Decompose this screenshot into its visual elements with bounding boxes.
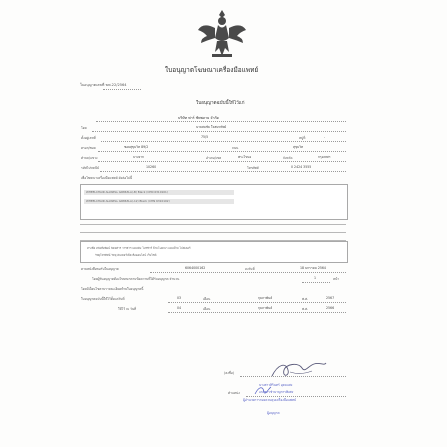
issued-on-label: ให้ไว้ ณ วันที่ <box>118 307 137 311</box>
stamp-title: เภสัชกรชำนาญการพิเศษ <box>259 390 294 394</box>
dotted-line <box>101 141 346 142</box>
dotted-line <box>92 131 346 132</box>
license-number-value: ฆพ.22/2564 <box>105 83 127 87</box>
field-label-province: จังหวัด <box>283 156 293 160</box>
license-number <box>80 84 127 88</box>
valid-from-year: 2567 <box>326 296 335 300</box>
stamp-name: นางสาวสิรินทร์ อุตมแสง <box>259 383 293 387</box>
field-value-moo: - <box>324 135 326 139</box>
field-value-subdistrict: บางจาก <box>133 155 144 159</box>
dotted-line <box>98 161 346 162</box>
dotted-line <box>168 302 346 303</box>
media-line-2: วิทยุโทรทัศน์ วิทยุ อินเทอร์เน็ต สื่อออนไลน์ เว็บไซต์ <box>95 253 157 257</box>
dotted-line <box>103 89 141 90</box>
reference-date: 18 มกราคม 2564 <box>300 266 326 270</box>
issued-on-month: กุมภาพันธ์ <box>258 306 273 310</box>
field-label-moo: หมู่ที่ <box>299 136 306 140</box>
valid-from-year-label: พ.ศ. <box>302 297 309 301</box>
field-value-road: สุขุมวิท <box>293 145 304 149</box>
signature-label: (ลงชื่อ) <box>224 371 235 375</box>
ruled-line <box>80 232 346 233</box>
dotted-line <box>98 151 346 152</box>
document-subtitle: ใบอนุญาตฉบับนี้ให้ไว้แก่ <box>196 101 245 106</box>
product-item: WHEELCHAIR ALLWELL GR863LA(-B) Black (CHN 6310101) <box>86 190 168 194</box>
stamp-office: ผู้อำนวยการกองควบคุมเครื่องมือแพทย์ <box>243 398 296 402</box>
dotted-line <box>96 121 346 122</box>
valid-from-label: ใบอนุญาตฉบับนี้ให้ไว้ตั้งแต่วันที่ <box>81 297 125 301</box>
position-label: ตำแหน่ง <box>228 391 240 395</box>
condition-text: โดยผู้รับอนุญาตต้องโฆษณาตามข้อความที่ได้รับอนุญาต จำนวน <box>92 277 180 281</box>
field-label-postcode: รหัสไปรษณีย์ <box>81 166 100 170</box>
garuda-emblem-icon <box>195 8 249 64</box>
ruled-line <box>80 224 346 225</box>
official-stamp <box>237 382 345 422</box>
issued-on-year: 2566 <box>326 306 335 310</box>
field-label-address: ตั้งอยู่เลขที่ <box>81 136 96 140</box>
field-label-district: อำเภอ/เขต <box>206 156 222 160</box>
dotted-line <box>168 312 346 313</box>
field-value-soi: ซอยสุขุมวิท 89/2 <box>124 145 149 149</box>
reference-label: ตามหนังสือขอรับใบอนุญาต <box>81 267 119 271</box>
field-label-by: โดย <box>81 126 87 130</box>
reference-date-label: ลงวันที่ <box>245 267 255 271</box>
document-title: ใบอนุญาตโฆษณาเครื่องมือแพทย์ <box>165 66 259 74</box>
issued-on-year-label: พ.ศ. <box>302 307 309 311</box>
condition-unit: หน้า <box>333 277 340 281</box>
company-name: บริษัท ฟาร์ ซัพพลาย จำกัด <box>178 116 220 120</box>
valid-from-month: กุมภาพันธ์ <box>258 296 273 300</box>
field-value-phone: 0 2424 3555 <box>291 165 312 169</box>
dotted-line <box>150 272 346 273</box>
field-label-subdistrict: ตำบล/แขวง <box>81 156 98 160</box>
dotted-line <box>302 282 330 283</box>
license-number-label: ใบอนุญาตเลขที่ <box>80 83 105 87</box>
handwritten-signature <box>268 358 330 382</box>
field-value-province: กรุงเทพฯ <box>318 155 331 159</box>
stamp-authority: ผู้อนุญาต <box>267 411 280 415</box>
product-list <box>80 184 348 220</box>
valid-from-month-label: เดือน <box>203 297 211 301</box>
condition-text-2: โดยมีเงื่อนไขตามรายละเอียดท้ายใบอนุญาตนี้ <box>81 287 144 291</box>
field-value-postcode: 10260 <box>146 165 157 169</box>
field-label-road: ถนน <box>232 146 239 150</box>
media-box <box>80 241 348 263</box>
field-label-advertise: เพื่อโฆษณาเครื่องมือแพทย์ ดังต่อไปนี้ <box>81 176 133 180</box>
valid-from-day: 03 <box>177 296 182 300</box>
issued-on-day: 04 <box>177 306 182 310</box>
product-item: WHEELCHAIR ALLWELL GR863LA(-12) Black (CHN 6310102) <box>86 199 170 203</box>
media-line-1: ทางสื่อ หนังสือพิมพ์ นิตยสาร วารสาร แผ่นพับ โบรชัวร์ ป้ายโฆษณา แผ่นป้าย โปสเตอร์ <box>87 246 191 250</box>
field-value-address: 75/5 <box>201 135 209 139</box>
issued-on-month-label: เดือน <box>203 307 211 311</box>
field-value-district: พระโขนง <box>238 155 252 159</box>
field-label-phone: โทรศัพท์ <box>247 166 259 170</box>
dotted-line <box>100 171 346 172</box>
field-value-by: นายสมชัย ใจสมทรัพย์ <box>196 125 227 129</box>
condition-count: 1 <box>314 276 317 280</box>
field-label-soi: ตรอก/ซอย <box>81 146 96 150</box>
reference-number: 6064000162 <box>185 266 206 270</box>
